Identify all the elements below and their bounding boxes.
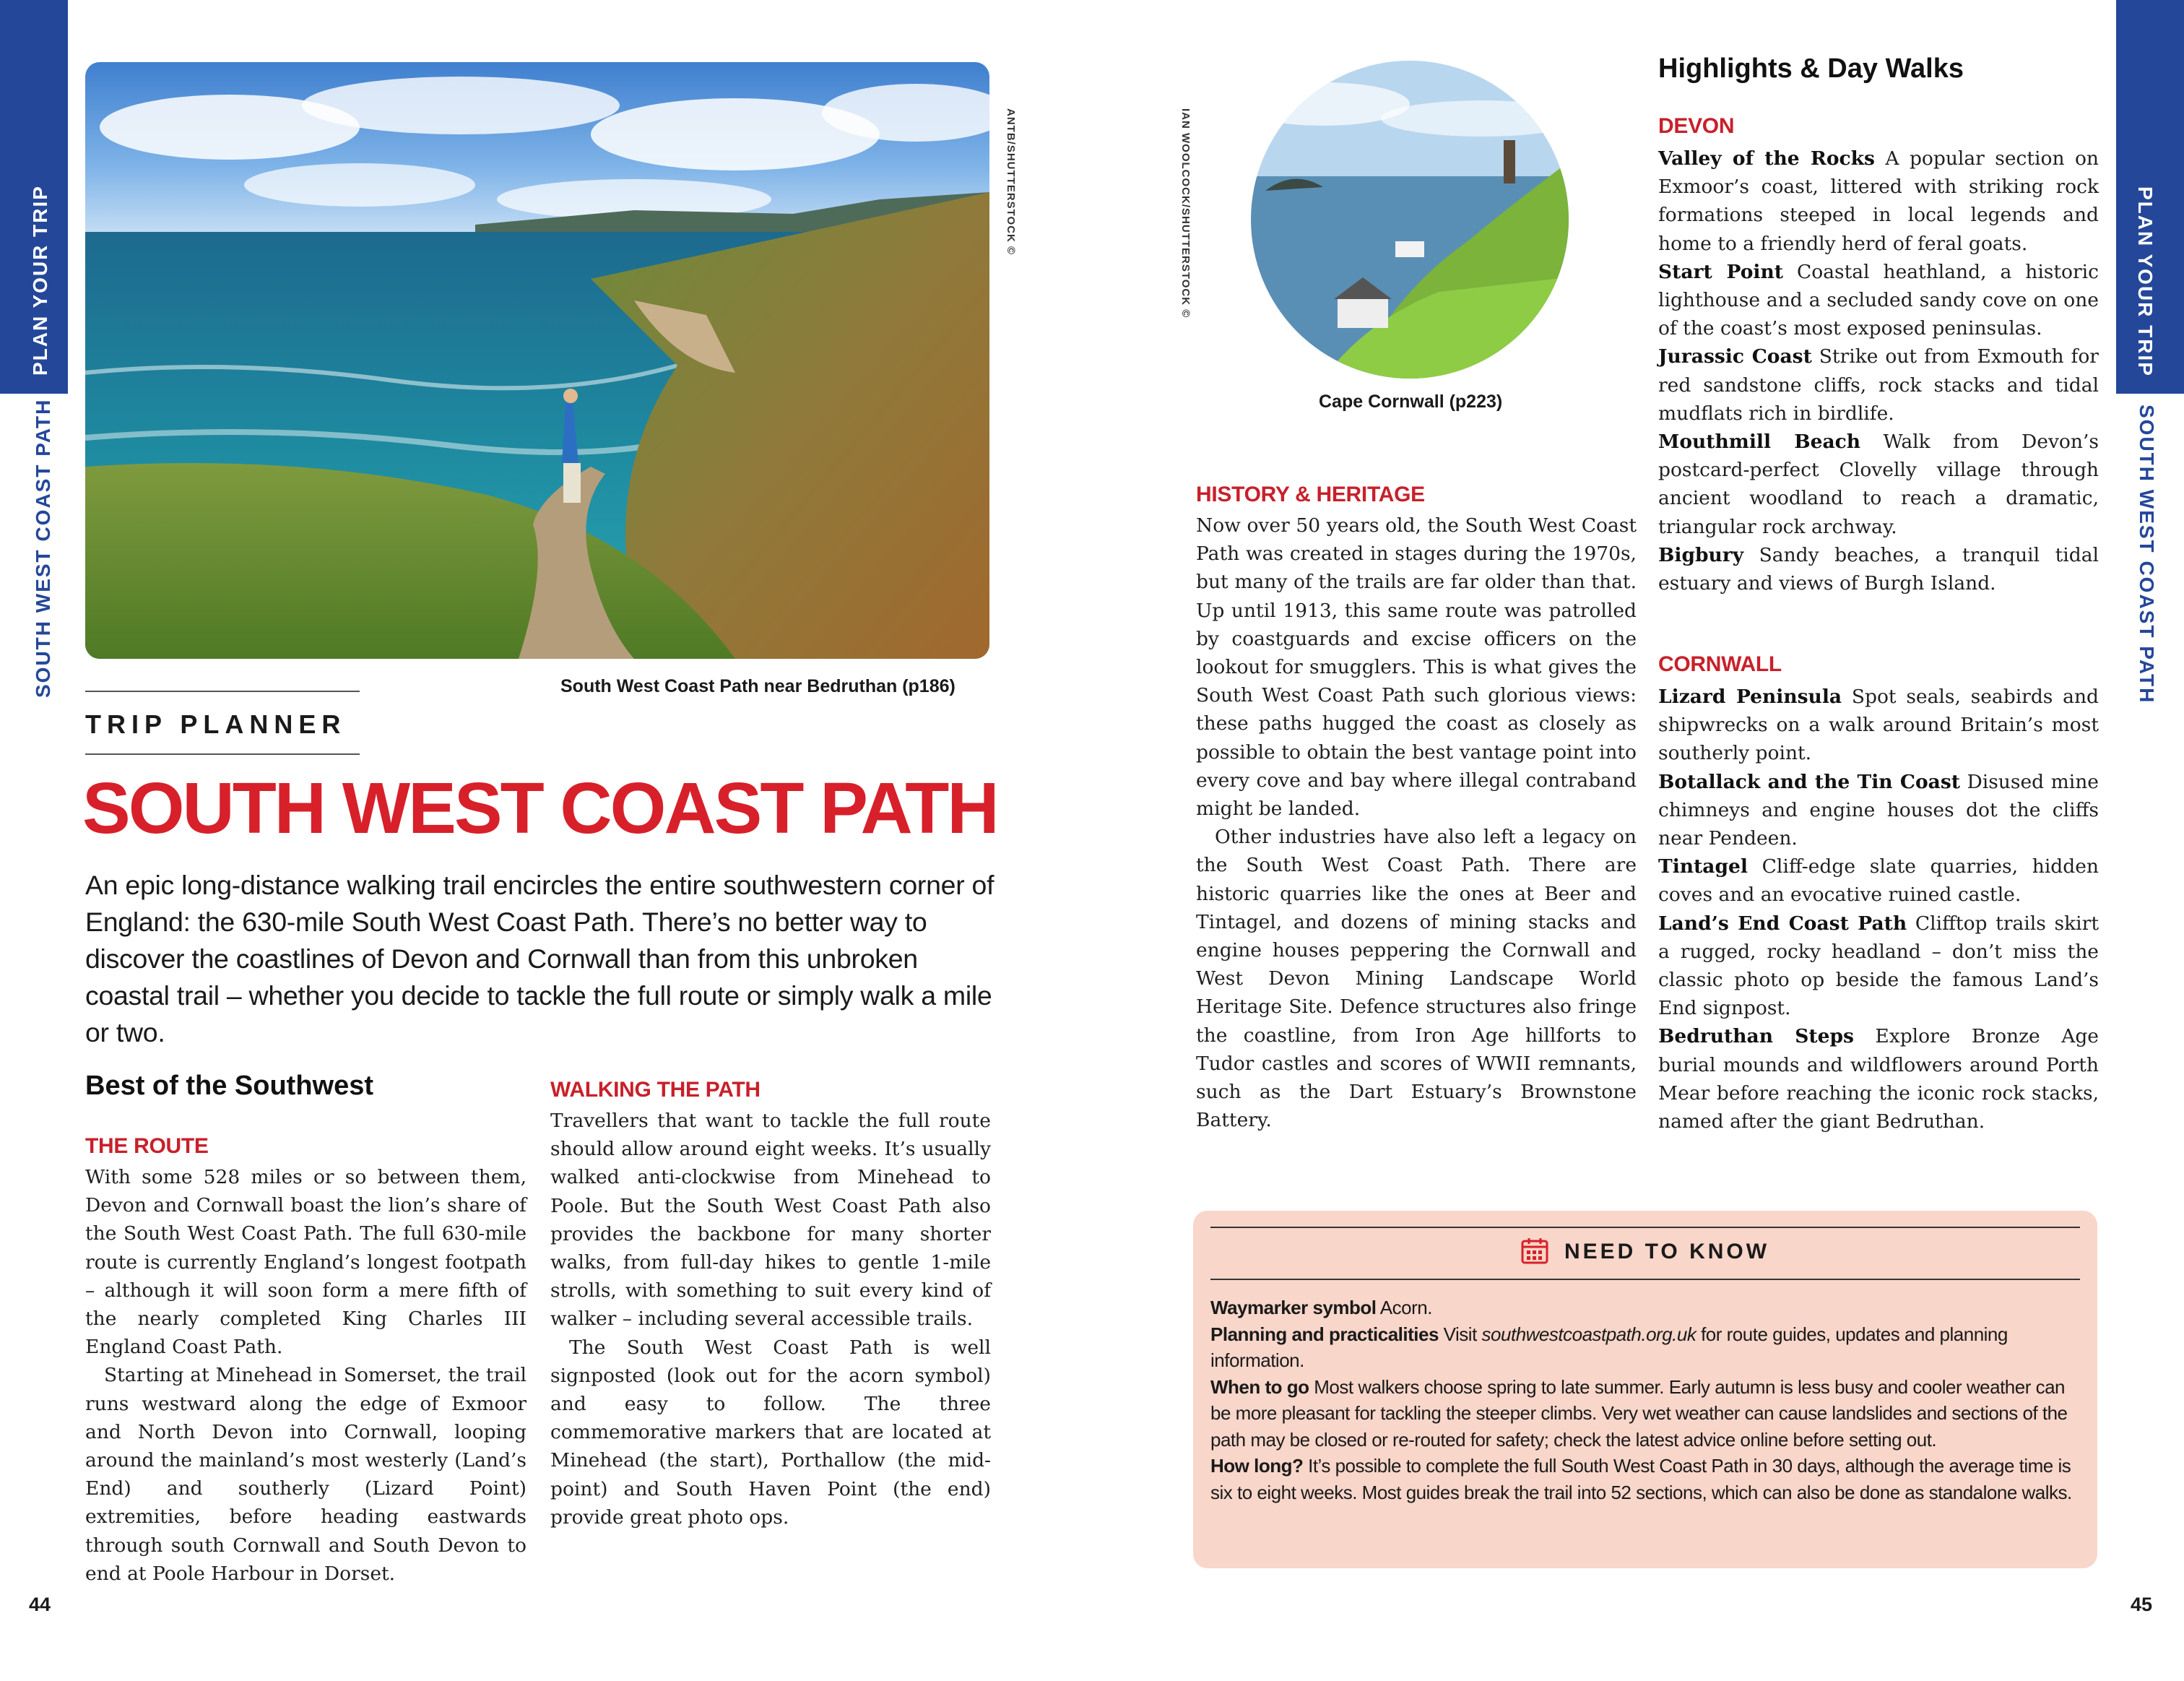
page-number-right: 45 — [2131, 1594, 2153, 1615]
main-photo-credit: ANTB/SHUTTERSTOCK © — [1005, 108, 1017, 256]
when-line — [1210, 1374, 2077, 1453]
devon-item — [1658, 258, 2099, 343]
cornwall-heading: CORNWALL — [1658, 652, 1782, 676]
cornwall-item — [1658, 1022, 2099, 1136]
devon-heading: DEVON — [1658, 114, 1735, 138]
walking-paragraph-2: The South West Coast Path is well signposted (look out for the acorn symbol) and easy to follow. The three commemorative markers that are located at Minehead (the start), Porthallow (the mid-point) and South Haven Point (the end) provide great photo ops. — [550, 1336, 991, 1529]
planning-label: Planning and practicalities — [1210, 1323, 1439, 1345]
planning-pre: Visit — [1443, 1323, 1477, 1345]
need-to-know-box — [1193, 1211, 2097, 1568]
need-to-know-header — [1193, 1237, 2097, 1264]
cornwall-item-text: Clifftop trails skirt a rugged, rocky headland – don’t miss the classic photo op beside the famous Land’s End signpost. — [1658, 912, 2099, 1020]
circle-photo-caption: Cape Cornwall (p223) — [1319, 392, 1503, 412]
need-to-know-body — [1210, 1295, 2077, 1505]
cornwall-item-text: Cliff-edge slate quarries, hidden coves and an evocative ruined castle. — [1658, 855, 2099, 907]
devon-list — [1658, 144, 2099, 597]
need-to-know-title: NEED TO KNOW — [1564, 1240, 1770, 1263]
cornwall-item — [1658, 683, 2099, 768]
waymarker-label: Waymarker symbol — [1210, 1297, 1377, 1318]
circle-photo-credit: IAN WOOLCOCK/SHUTTERSTOCK © — [1179, 108, 1192, 319]
calendar-icon — [1521, 1237, 1548, 1264]
when-text: Most walkers choose spring to late summer. Early autumn is less busy and cooler weather can be more pleasant for tackling the steeper climbs. Very wet weather can cause landslides and sections of the path may be closed or re-routed for safety; check the latest advice online before setting out. — [1210, 1375, 2068, 1451]
cornwall-list — [1658, 683, 2099, 1136]
main-photo-caption: South West Coast Path near Bedruthan (p186) — [560, 676, 956, 696]
right-section-label: PLAN YOUR TRIP — [2134, 186, 2157, 377]
cornwall-item-text: Spot seals, seabirds and shipwrecks on a walk around Britain’s most southerly point. — [1658, 686, 2099, 765]
waymarker-text: Acorn. — [1379, 1297, 1432, 1318]
cornwall-item-name: Botallack and the Tin Coast — [1658, 770, 1960, 793]
kicker-rule-bottom — [85, 753, 360, 755]
cornwall-item-text: Explore Bronze Age burial mounds and wildflowers around Porth Mear before reaching the iconic rock stacks, named after the giant Bedruthan. — [1658, 1025, 2099, 1133]
walking-paragraph-1: Travellers that want to tackle the full route should allow around eight weeks. It’s usually walked anti-clockwise from Minehead to Poole. But the South West Coast Path also provides the backbone for many shorter walks, from full-day hikes to gentle 1-mile strolls, with something to suit every kind of walker – including several accessible trails. — [550, 1110, 991, 1331]
history-heading: HISTORY & HERITAGE — [1196, 483, 1425, 506]
planning-line — [1210, 1321, 2077, 1374]
history-text — [1196, 511, 1637, 1134]
devon-item-name: Valley of the Rocks — [1658, 147, 1875, 170]
cornwall-item — [1658, 909, 2099, 1023]
kicker-rule-top — [85, 691, 360, 692]
devon-item-text: A popular section on Exmoor’s coast, littered with striking rock formations steeped in local legends and home to a friendly herd of feral goats. — [1658, 147, 2099, 255]
left-section-label: PLAN YOUR TRIP — [29, 185, 51, 376]
howlong-text: It’s possible to complete the full South West Coast Path in 30 days, although the average time is six to eight weeks. Most guides break the trail into 52 sections, which can also be done as standalone walks. — [1210, 1455, 2072, 1503]
devon-item — [1658, 541, 2099, 597]
planning-url: southwestcoastpath.org.uk — [1481, 1323, 1696, 1345]
devon-item-text: Walk from Devon’s postcard-perfect Clovelly village through ancient woodland to reach a dramatic, triangular rock archway. — [1658, 431, 2099, 538]
devon-item — [1658, 342, 2099, 428]
history-paragraph-2: Other industries have also left a legacy on the South West Coast Path. There are historic quarries like the ones at Beer and Tintagel, and dozens of mining stacks and engine houses peppering the Cornwall and West Devon Mining Landscape World Heritage Site. Defence structures also fringe the coastline, from Iron Age hillforts to Tudor castles and scores of WWII remnants, such as the Dart Estuary’s Brownstone Battery. — [1196, 826, 1637, 1132]
page-number-left: 44 — [29, 1594, 51, 1615]
devon-item-name: Bigbury — [1658, 543, 1744, 566]
devon-item-name: Mouthmill Beach — [1658, 431, 1861, 454]
cornwall-item-name: Bedruthan Steps — [1658, 1025, 1854, 1048]
devon-item-name: Jurassic Coast — [1658, 345, 1812, 368]
walking-text — [550, 1107, 991, 1531]
devon-item-text: Sandy beaches, a tranquil tidal estuary and views of Burgh Island. — [1658, 543, 2099, 595]
cornwall-item-name: Tintagel — [1658, 855, 1748, 878]
cornwall-item-name: Lizard Peninsula — [1658, 686, 1842, 708]
cornwall-item-text: Disused mine chimneys and engine houses dot the cliffs near Pendeen. — [1658, 770, 2099, 850]
devon-item-text: Strike out from Exmouth for red sandstone cliffs, rock stacks and tidal mudflats rich in birdlife. — [1658, 345, 2099, 425]
right-chapter-label: SOUTH WEST COAST PATH — [2136, 405, 2158, 704]
cornwall-item — [1658, 852, 2099, 909]
howlong-line — [1210, 1453, 2077, 1505]
left-chapter-label: SOUTH WEST COAST PATH — [32, 398, 54, 698]
cornwall-item-name: Land’s End Coast Path — [1658, 912, 1907, 935]
coast-path-photo — [85, 62, 989, 659]
cornwall-item — [1658, 768, 2099, 853]
route-paragraph-1: With some 528 miles or so between them, Devon and Cornwall boast the lion’s share of the South West Coast Path. The full 630-mile route is currently England’s longest footpath – although it will soon form a mere fifth of the nearly completed King Charles III England Coast Path. — [85, 1166, 526, 1359]
page-title: SOUTH WEST COAST PATH — [82, 768, 997, 849]
route-text — [85, 1163, 526, 1588]
planning-post: for route guides, updates and planning information. — [1210, 1323, 2008, 1371]
highlights-heading: Highlights & Day Walks — [1658, 53, 1964, 84]
need-to-know-rule-bottom — [1210, 1279, 2080, 1280]
devon-item — [1658, 428, 2099, 541]
best-of-heading: Best of the Southwest — [85, 1071, 374, 1101]
devon-item-text: Coastal heathland, a historic lighthouse and a secluded sandy cove on one of the coast’s most exposed peninsulas. — [1658, 260, 2099, 340]
howlong-label: How long? — [1210, 1455, 1304, 1477]
history-paragraph-1: Now over 50 years old, the South West Coast Path was created in stages during the 1970s, but many of the trails are far older than that. Up until 1913, this same route was patrolled by coastguards and excise officers on the lookout for smugglers. This is what gives the South West Coast Path such glorious views: these paths hugged the coast as closely as possible to obtain the best vantage point into every cove and bay where illegal contraband might be landed. — [1196, 514, 1637, 821]
route-heading: THE ROUTE — [85, 1134, 209, 1158]
route-paragraph-2: Starting at Minehead in Somerset, the trail runs westward along the edge of Exmoor and North Devon into Cornwall, looping around the mainland’s most westerly (Land’s End) and southerly (Lizard Point) extremities, before heading eastwards through south Cornwall and South Devon to end at Poole Harbour in Dorset. — [85, 1364, 526, 1585]
devon-item-name: Start Point — [1658, 260, 1783, 283]
cape-cornwall-photo — [1251, 61, 1569, 379]
devon-item — [1658, 144, 2099, 258]
walking-heading: WALKING THE PATH — [550, 1078, 760, 1102]
intro-paragraph: An epic long-distance walking trail encircles the entire southwestern corner of England: the 630-mile South West Coast Path. There’s no better way to discover the coastlines of Devon and Cornwall than from this unbroken coastal trail – whether you decide to tackle the full route or simply walk a mile or two. — [85, 870, 994, 1047]
kicker: TRIP PLANNER — [85, 709, 347, 739]
need-to-know-rule-top — [1210, 1227, 2080, 1228]
waymarker-line — [1210, 1295, 2077, 1321]
when-label: When to go — [1210, 1375, 1309, 1398]
